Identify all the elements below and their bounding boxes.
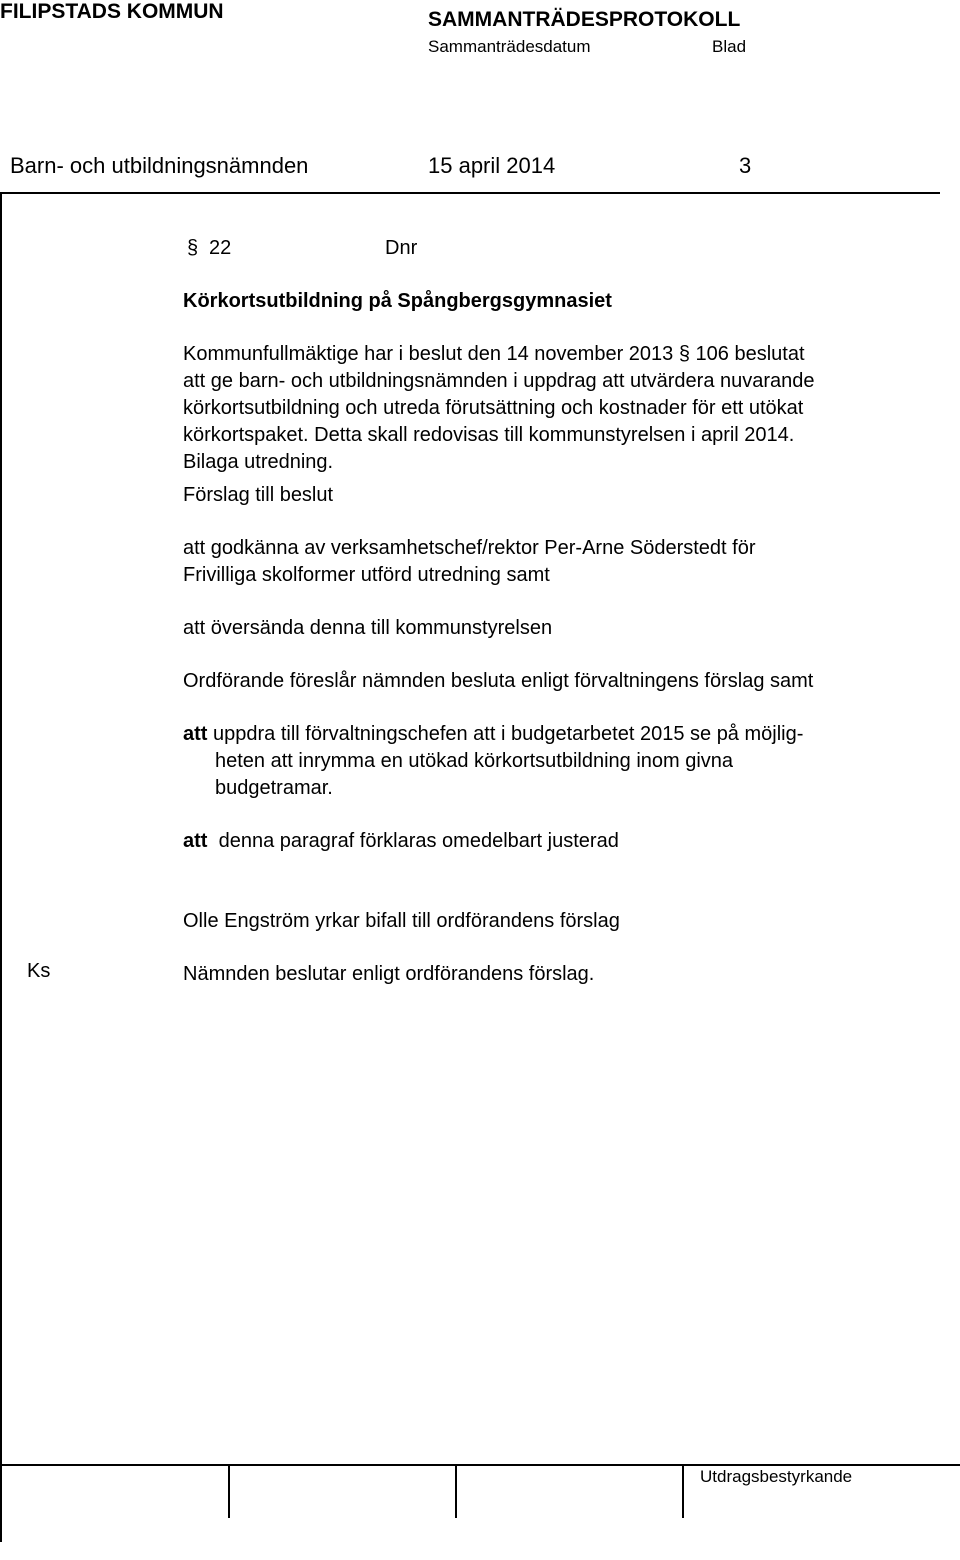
- footer-divider: [228, 1464, 230, 1518]
- page-number: 3: [739, 153, 752, 178]
- paragraph-body: [183, 235, 943, 988]
- footer-divider: [682, 1464, 684, 1518]
- date-label: Sammanträdesdatum: [428, 37, 591, 56]
- intro-line: körkortspaket. Detta skall redovisas till kommunstyrelsen i april 2014.: [183, 424, 795, 446]
- frame-top-rule: [0, 192, 940, 194]
- decision-line: heten att inrymma en utökad körkortsutbildning inom givna: [215, 750, 734, 772]
- frame-left-rule: [0, 192, 2, 1542]
- resolution-text: Nämnden beslutar enligt ordförandens förslag.: [183, 963, 595, 985]
- dnr-label: Dnr: [385, 237, 418, 259]
- page-label: Blad: [712, 37, 747, 56]
- decision-line: uppdra till förvaltningschefen att i budgetarbetet 2015 se på möjlig-: [213, 723, 804, 745]
- att-keyword: att: [183, 723, 208, 745]
- meeting-date: 15 april 2014: [428, 153, 556, 178]
- intro-line: Bilaga utredning.: [183, 451, 334, 473]
- distribution-note: Ks: [27, 960, 51, 982]
- document-title: SAMMANTRÄDESPROTOKOLL: [428, 8, 741, 31]
- motion-text: Olle Engström yrkar bifall till ordförandens förslag: [183, 910, 620, 932]
- paragraph-title: Körkortsutbildning på Spångbergsgymnasiet: [183, 290, 612, 312]
- proposal-item-2: att översända denna till kommunstyrelsen: [183, 617, 553, 639]
- committee-name: Barn- och utbildningsnämnden: [10, 153, 309, 178]
- footer-divider: [455, 1464, 457, 1518]
- section-sign: §: [187, 237, 199, 259]
- att-keyword: att: [183, 830, 208, 852]
- chair-proposal: Ordförande föreslår nämnden besluta enligt förvaltningens förslag samt: [183, 670, 814, 692]
- footer-rule: [0, 1464, 960, 1466]
- paragraph-number-row: [187, 235, 943, 262]
- intro-line: att ge barn- och utbildningsnämnden i uppdrag att utvärdera nuvarande: [183, 370, 815, 392]
- decision-item-1: [183, 721, 943, 802]
- decision-item-2: [183, 828, 943, 855]
- intro-text: [183, 341, 943, 476]
- intro-line: Kommunfullmäktige har i beslut den 14 november 2013 § 106 beslutat: [183, 343, 805, 365]
- intro-line: körkortsutbildning och utreda förutsättning och kostnader för ett utökat: [183, 397, 804, 419]
- proposal-item-1: [183, 535, 943, 589]
- decision-text: denna paragraf förklaras omedelbart justerad: [218, 830, 619, 852]
- decision-line: budgetramar.: [215, 777, 333, 799]
- proposal-line: att godkänna av verksamhetschef/rektor Per-Arne Söderstedt för: [183, 537, 756, 559]
- proposal-line: Frivilliga skolformer utförd utredning samt: [183, 564, 550, 586]
- proposal-heading: Förslag till beslut: [183, 484, 334, 506]
- paragraph-number: 22: [209, 237, 232, 259]
- org-name: FILIPSTADS KOMMUN: [0, 0, 224, 23]
- extract-certification-label: Utdragsbestyrkande: [700, 1467, 853, 1486]
